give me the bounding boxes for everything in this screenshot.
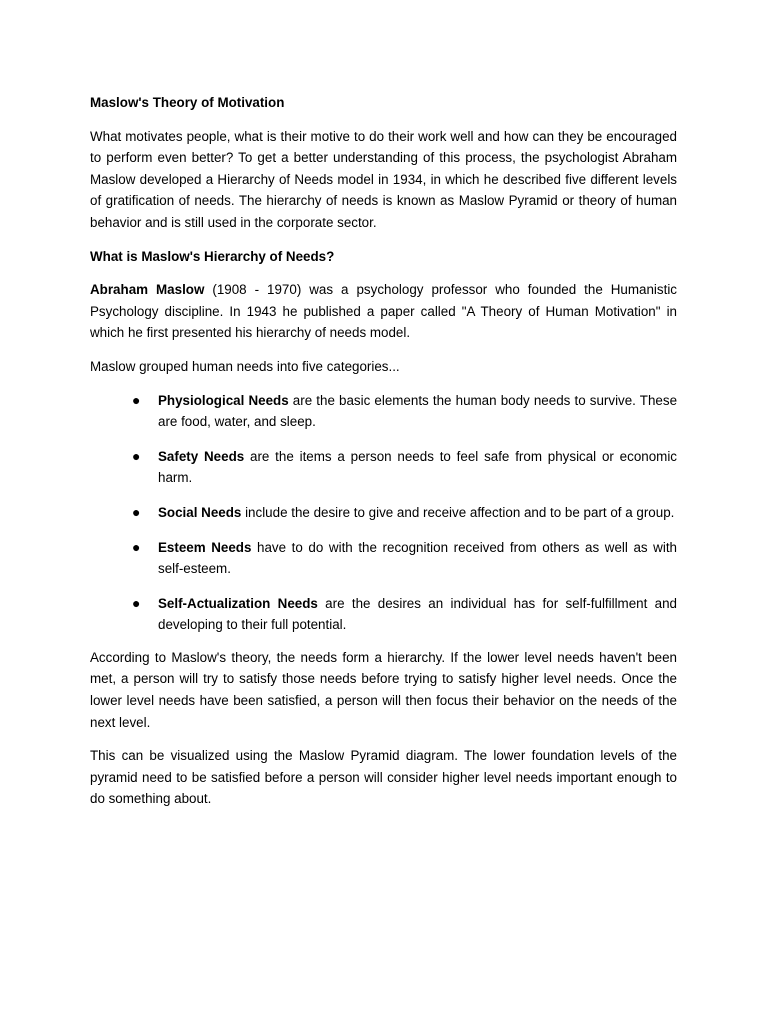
- need-description: are the basic elements the human body needs to survive. These are food, water, and sleep.: [158, 392, 678, 430]
- need-name: Self-Actualization Needs: [158, 595, 318, 611]
- bullet-icon: ●: [132, 594, 141, 611]
- pyramid-paragraph: This can be visualized using the Maslow Pyramid diagram. The lower foundation levels of the pyramid need to be satisfied before a person will consider higher level needs important enough to do something about.: [90, 748, 677, 807]
- need-name: Safety Needs: [158, 448, 245, 464]
- hierarchy-paragraph: According to Maslow's theory, the needs form a hierarchy. If the lower level needs haven't been met, a person will try to satisfy those needs before trying to satisfy higher level needs. Once the lower level needs have been satisfied, a person will then focus their behavior on the needs of the next level.: [90, 649, 677, 730]
- document-page: [90, 92, 677, 822]
- need-name: Social Needs: [158, 504, 242, 520]
- need-description: are the desires an individual has for self-fulfillment and developing to their full potential.: [158, 595, 677, 633]
- intro-paragraph: What motivates people, what is their motive to do their work well and how can they be encouraged to perform even better? To get a better understanding of this process, the psychologist Abraham Maslow developed a Hierarchy of Needs model in 1934, in which he described five different levels of gratification of needs. The hierarchy of needs is known as Maslow Pyramid or theory of human behavior and is still used in the corporate sector.: [90, 128, 677, 230]
- bullet-icon: ●: [132, 447, 141, 464]
- need-name: Esteem Needs: [158, 539, 252, 555]
- need-description: have to do with the recognition received from others as well as with self-esteem.: [158, 539, 677, 577]
- list-item: [90, 537, 677, 580]
- need-description: are the items a person needs to feel safe from physical or economic harm.: [158, 448, 677, 486]
- bio-name: Abraham Maslow: [90, 282, 205, 298]
- needs-list: [90, 390, 677, 636]
- list-item: [90, 593, 677, 636]
- bullet-icon: ●: [132, 391, 141, 408]
- list-item: [90, 502, 677, 524]
- bio-text: (1908 - 1970) was a psychology professor who founded the Humanistic Psychology discipline. In 1943 he published a paper called "A Theory of Human Motivation" in which he first presented his hierarchy of needs model.: [90, 282, 677, 341]
- list-item: [90, 390, 677, 433]
- bullet-icon: ●: [132, 538, 141, 555]
- need-description: include the desire to give and receive affection and to be part of a group.: [241, 504, 675, 520]
- need-name: Physiological Needs: [158, 392, 289, 408]
- list-item: [90, 446, 677, 489]
- bio-paragraph: [90, 279, 677, 344]
- categories-intro: Maslow grouped human needs into five categories...: [90, 358, 400, 374]
- section-heading: What is Maslow's Hierarchy of Needs?: [90, 248, 335, 264]
- bullet-icon: ●: [132, 503, 141, 520]
- document-title: Maslow's Theory of Motivation: [90, 95, 285, 110]
